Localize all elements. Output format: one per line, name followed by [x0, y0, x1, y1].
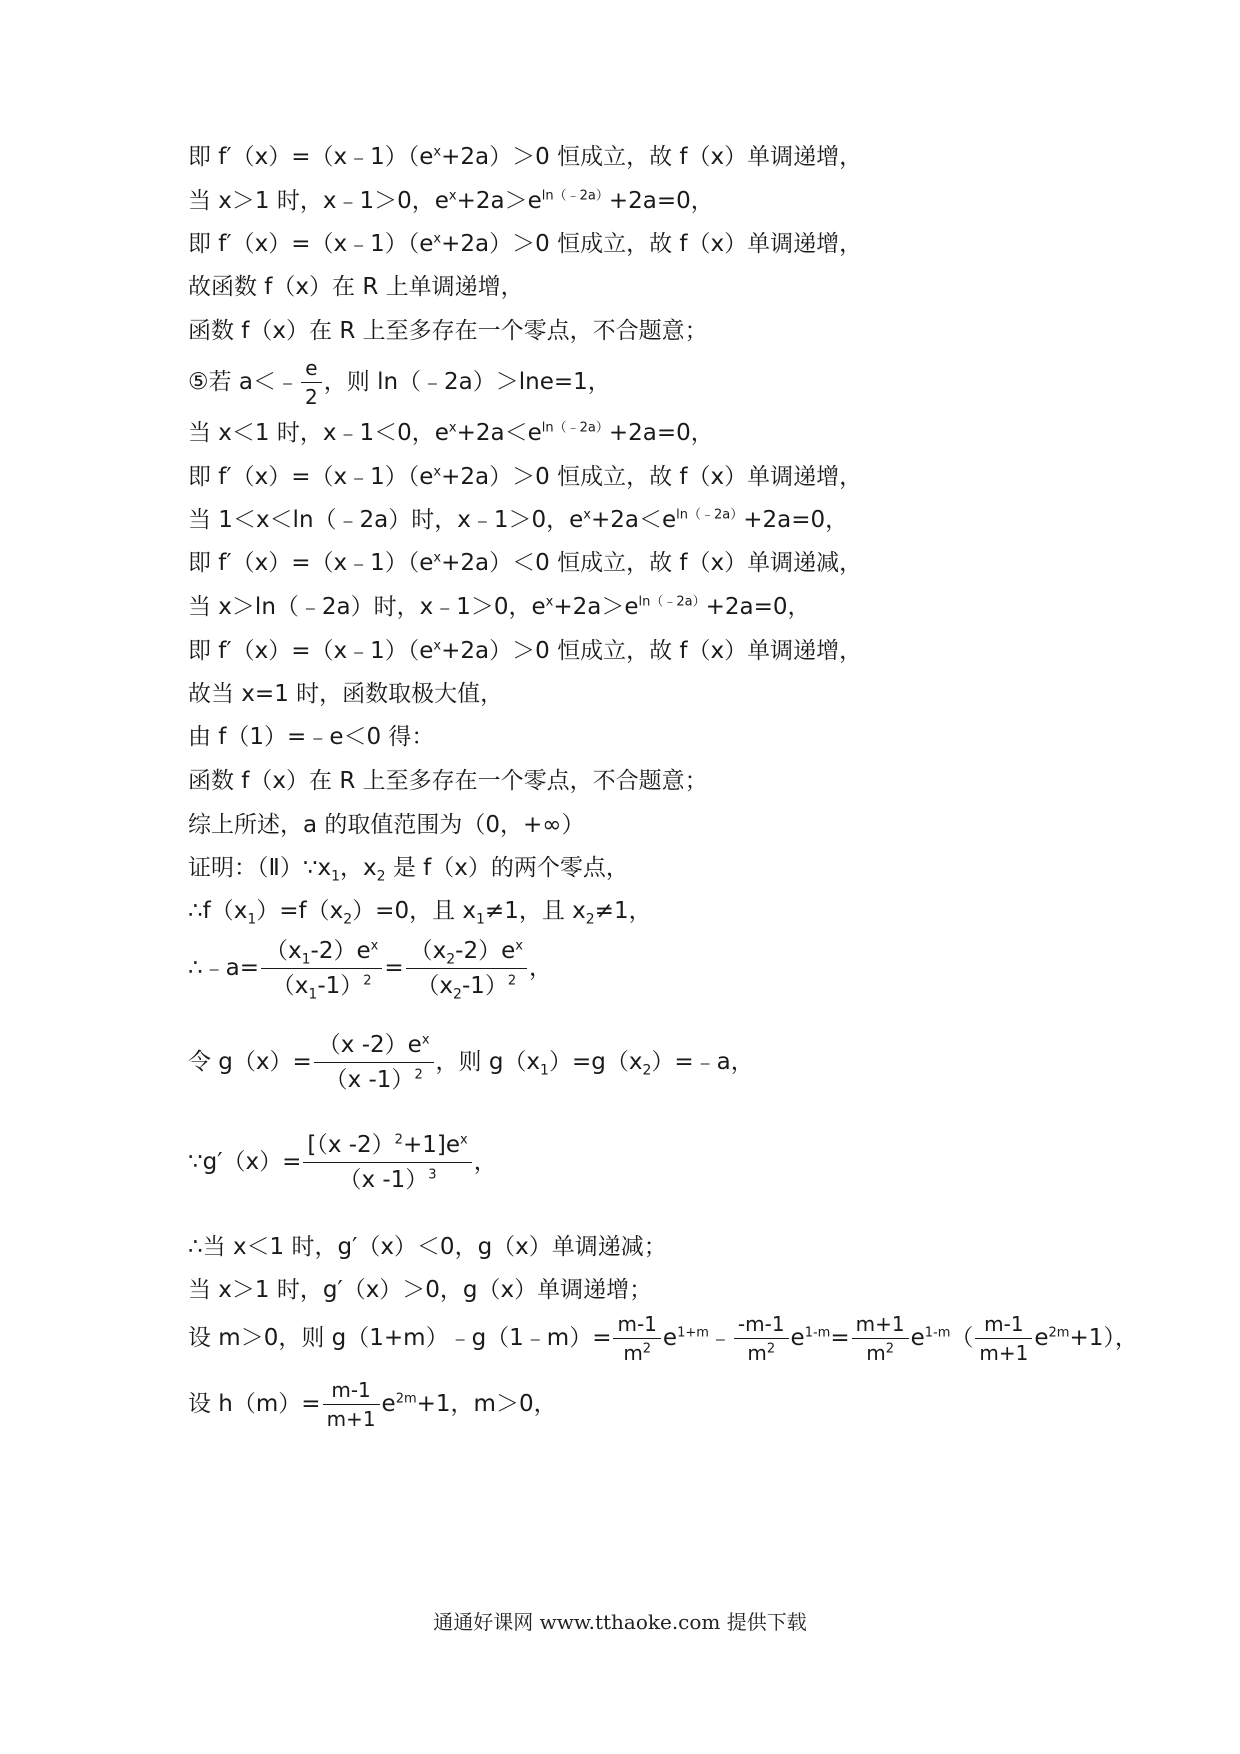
fraction: $\frac{[(x -2)^2+1]e^x}{(x -1)^3}$	[303, 1130, 471, 1195]
text-line: 当 x＞1 时，x﹣1＞0，$e^x+2a>e^{ln(﹣2a)}+2a=0$，	[188, 188, 714, 214]
fraction: $\frac{m-1}{m+1}$	[975, 1312, 1032, 1365]
fraction: $\frac{e}{2}$	[301, 356, 322, 409]
text-line: 当 x＞ln（﹣2a）时，x﹣1＞0，$e^x+2a>e^{ln(﹣2a)}+2a=0$，	[188, 594, 811, 620]
text-line: 故函数 f（x）在 R 上单调递增，	[188, 274, 524, 300]
text-line: ∴﹣a= $\frac{(x_1-2)e^x}{(x_1-1)^2}$ = $\frac{(x_2-2)e^x}{(x_2-1)^2}$ ，	[188, 938, 552, 1003]
page-footer: 通通好课网 www.tthaoke.com 提供下载	[433, 1610, 807, 1634]
text-line: 设 h（m）= $\frac{m-1}{m+1}$ $e^{2m}+1$，m＞0，	[188, 1378, 557, 1431]
text-line: 当 1＜x＜ln（﹣2a）时，x﹣1＞0，$e^x+2a<e^{ln(﹣2a)}+2a=0$，	[188, 507, 849, 533]
text-line: 即 $f'(x)=(x﹣1)(e^x+2a)>0$ 恒成立，故 f（x）单调递增，	[188, 144, 863, 170]
text-line: 综上所述，a 的取值范围为（0，+∞）	[188, 812, 585, 838]
text-line: 即 $f'(x)=(x﹣1)(e^x+2a)>0$ 恒成立，故 f（x）单调递增，	[188, 231, 863, 257]
text-line: 即 $f'(x)=(x﹣1)(e^x+2a)>0$ 恒成立，故 f（x）单调递增，	[188, 464, 863, 490]
text-line: 令 g（x）= $\frac{(x -2)e^x}{(x -1)^2}$ ，则 $g(x_1)=g(x_2)=﹣a$，	[188, 1032, 754, 1093]
text-line: 证明：$(Ⅱ)\because x_1$，$x_2$ 是 f（x）的两个零点，	[188, 855, 629, 885]
text-line: 函数 f（x）在 R 上至多存在一个零点，不合题意；	[188, 318, 708, 344]
fraction: $\frac{(x_2-2)e^x}{(x_2-1)^2}$	[406, 936, 527, 1001]
fraction: $\frac{m-1}{m^2}$	[613, 1312, 660, 1365]
fraction: $\frac{(x -2)e^x}{(x -1)^2}$	[314, 1030, 434, 1095]
text-line: 当 x＜1 时，x﹣1＜0，$e^x+2a<e^{ln(﹣2a)}+2a=0$，	[188, 420, 714, 446]
text-line: 设 m＞0，则 g（1+m）﹣g（1﹣m）= $\frac{m-1}{m^2}$ $e^{1+m}﹣$ $\frac{-m-1}{m^2}$ $e^{1-m}=$ $\frac{m+1}{m^2}$ $e^{1-m}$（ $\frac{m-1}{m+1}$ $e^{2m}+1$），	[188, 1312, 1138, 1365]
text-line: ∵g′（x）= $\frac{[(x -2)^2+1]e^x}{(x -1)^3}$ ，	[188, 1132, 497, 1193]
fraction: $\frac{-m-1}{m^2}$	[734, 1312, 789, 1365]
fraction: $\frac{(x_1-2)e^x}{(x_1-1)^2}$	[261, 936, 382, 1001]
text-line: 故当 x=1 时，函数取极大值，	[188, 681, 504, 707]
text-line: ⑤若 a＜﹣ $\frac{e}{2}$ ，则 ln（﹣2a）＞lne=1，	[188, 356, 611, 409]
text-line: 即 $f'(x)=(x﹣1)(e^x+2a)<0$ 恒成立，故 f（x）单调递减，	[188, 550, 863, 576]
text-line: 函数 f（x）在 R 上至多存在一个零点，不合题意；	[188, 768, 708, 794]
text-line: ∴当 x＜1 时，g′（x）＜0，g（x）单调递减；	[188, 1234, 667, 1260]
text-line: $\therefore f(x_1)=f(x_2)=0$，且 $x_1\ne 1$，且 $x_2\ne 1$，	[188, 898, 652, 928]
text-line: 即 $f'(x)=(x﹣1)(e^x+2a)>0$ 恒成立，故 f（x）单调递增，	[188, 638, 863, 664]
fraction: $\frac{m+1}{m^2}$	[852, 1312, 909, 1365]
fraction: $\frac{m-1}{m+1}$	[323, 1378, 380, 1431]
text-line: 当 x＞1 时，g′（x）＞0，g（x）单调递增；	[188, 1277, 653, 1303]
text-line: 由 f（1）=﹣e＜0 得：	[188, 724, 435, 750]
